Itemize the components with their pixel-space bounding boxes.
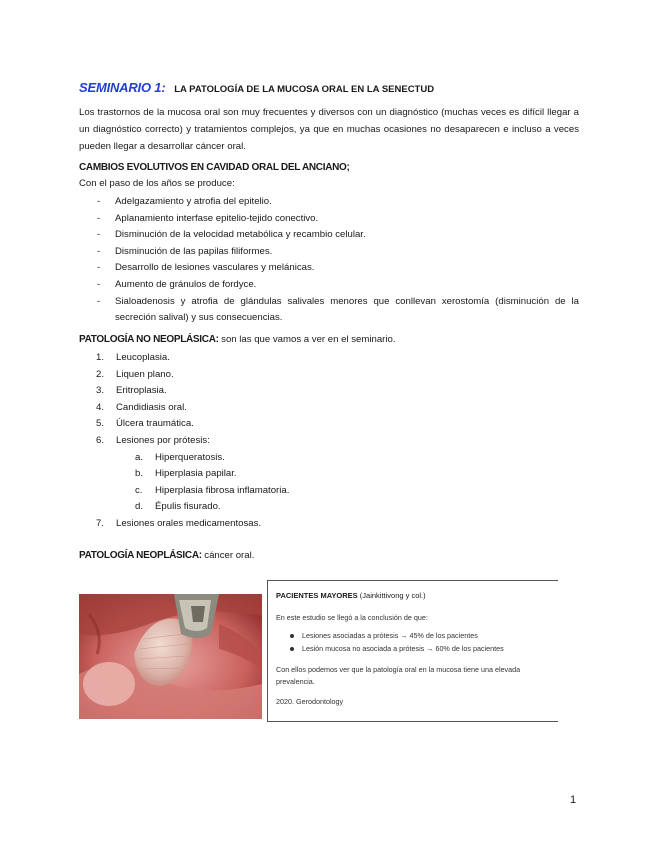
list-item	[79, 416, 499, 433]
list-letter: a.	[135, 451, 144, 463]
patients-info-box	[267, 580, 558, 722]
list-item: - Disminución de la velocidad metabólica y recambio celular.	[97, 229, 366, 241]
list-letter: d.	[135, 501, 144, 513]
list-number: 3.	[96, 385, 105, 397]
infobox-title-bold: PACIENTES MAYORES	[276, 591, 358, 600]
list-number: 4.	[96, 401, 105, 413]
section3-lead: cáncer oral.	[204, 550, 255, 561]
list-item-text: Disminución de la velocidad metabólica y recambio celular.	[115, 229, 366, 241]
list-item: - Desarrollo de lesiones vasculares y melánicas.	[97, 262, 315, 274]
list-letter: b.	[135, 468, 144, 480]
sub-list-item	[79, 483, 499, 500]
list-item: - Sialoadenosis y atrofia de glándulas salivales menores que conllevan xerostomía (disminución de la secreción salival) y sus consecuencias.	[97, 295, 579, 324]
section3-heading-line	[79, 550, 254, 561]
list-item-text: Eritroplasia.	[116, 385, 167, 397]
infobox-bullet	[290, 631, 478, 640]
list-number: 1.	[96, 352, 105, 363]
list-item-text: Disminución de las papilas filiformes.	[115, 245, 273, 257]
list-item: - Aumento de gránulos de fordyce.	[97, 278, 257, 290]
infobox-title-authors: (Jainkittivong y col.)	[359, 591, 426, 600]
infobox-bullet-text: Lesión mucosa no asociada a prótesis → 60% de los pacientes	[302, 644, 504, 653]
list-item-text: Desarrollo de lesiones vasculares y melánicas.	[115, 262, 315, 274]
oral-lesion-photo	[79, 594, 262, 719]
page-title	[79, 80, 434, 95]
non-neoplastic-list	[79, 350, 499, 533]
list-item: - Adelgazamiento y atrofia del epitelio.	[97, 196, 272, 207]
list-item	[79, 516, 499, 533]
section1-heading: CAMBIOS EVOLUTIVOS EN CAVIDAD ORAL DEL ANCIANO;	[79, 162, 350, 173]
section2-heading: PATOLOGÍA NO NEOPLÁSICA:	[79, 334, 219, 345]
list-item-text: Épulis fisurado.	[155, 501, 221, 513]
list-item-text: Hiperplasia fibrosa inflamatoria.	[155, 484, 290, 496]
list-letter: c.	[135, 484, 143, 496]
oral-lesion-illustration	[79, 594, 262, 719]
intro-paragraph: Los trastornos de la mucosa oral son muy frecuentes y diversos con un diagnóstico (muchas veces es difícil llegar a un diagnóstico correcto) y tratamientos complejos, ya que en muchas ocasiones no desaparecen e incluso a veces pueden llegar a desarrollar cáncer oral.	[79, 107, 579, 152]
list-item	[79, 433, 499, 450]
bullet-icon	[290, 647, 294, 651]
list-item-text: Lesiones por prótesis:	[116, 434, 210, 446]
page-number: 1	[570, 794, 577, 806]
infobox-bullet-text: Lesiones asociadas a prótesis → 45% de los pacientes	[302, 631, 478, 640]
list-number: 7.	[96, 517, 105, 529]
list-number: 6.	[96, 434, 105, 446]
list-number: 5.	[96, 418, 105, 430]
sub-list-item	[79, 466, 499, 483]
list-item-text: Úlcera traumática.	[116, 418, 194, 430]
list-item-text: Lesiones orales medicamentosas.	[116, 517, 262, 529]
list-item	[79, 400, 499, 417]
list-item: - Disminución de las papilas filiformes.	[97, 245, 273, 257]
infobox-source: 2020. Gerodontology	[276, 697, 344, 706]
infobox-conclusion-line1: Con ellos podemos ver que la patología oral en la mucosa tiene una elevada	[276, 665, 521, 674]
list-item: - Aplanamiento interfase epitelio-tejido conectivo.	[97, 212, 319, 224]
section2-lead: son las que vamos a ver en el seminario.	[221, 334, 396, 345]
list-number: 2.	[96, 368, 105, 380]
list-item-text: Hiperqueratosis.	[155, 451, 225, 463]
list-item	[79, 350, 499, 367]
infobox-bullet	[290, 644, 504, 653]
infobox-intro: En este estudio se llegó a la conclusión de que:	[276, 613, 428, 622]
list-item-text: Leucoplasia.	[116, 352, 170, 363]
evolutive-changes-list	[79, 194, 579, 327]
list-item-text: Aplanamiento interfase epitelio-tejido conectivo.	[115, 212, 319, 224]
sub-list-item	[79, 450, 499, 467]
list-item-text: Liquen plano.	[116, 368, 174, 380]
infobox-title	[276, 591, 426, 600]
section3-heading: PATOLOGÍA NEOPLÁSICA:	[79, 550, 202, 561]
sub-list-item	[79, 499, 499, 516]
bullet-icon	[290, 634, 294, 638]
list-item-text: Candidiasis oral.	[116, 401, 187, 413]
section1-lead: Con el paso de los años se produce:	[79, 178, 235, 189]
infobox-conclusion-line2: prevalencia.	[276, 677, 315, 686]
list-item-text: Aumento de gránulos de fordyce.	[115, 278, 257, 290]
list-item	[79, 383, 499, 400]
list-item-text: Hiperplasia papilar.	[155, 468, 237, 480]
list-item-text: Sialoadenosis y atrofia de glándulas salivales menores que conllevan xerostomía (disminución de la secreción salival) y sus consecuencias.	[115, 295, 579, 324]
section2-heading-line	[79, 334, 396, 345]
list-item	[79, 367, 499, 384]
title-keyword: SEMINARIO 1:	[79, 80, 166, 95]
list-item-text: Adelgazamiento y atrofia del epitelio.	[115, 196, 272, 207]
title-text: LA PATOLOGÍA DE LA MUCOSA ORAL EN LA SENECTUD	[174, 84, 435, 95]
